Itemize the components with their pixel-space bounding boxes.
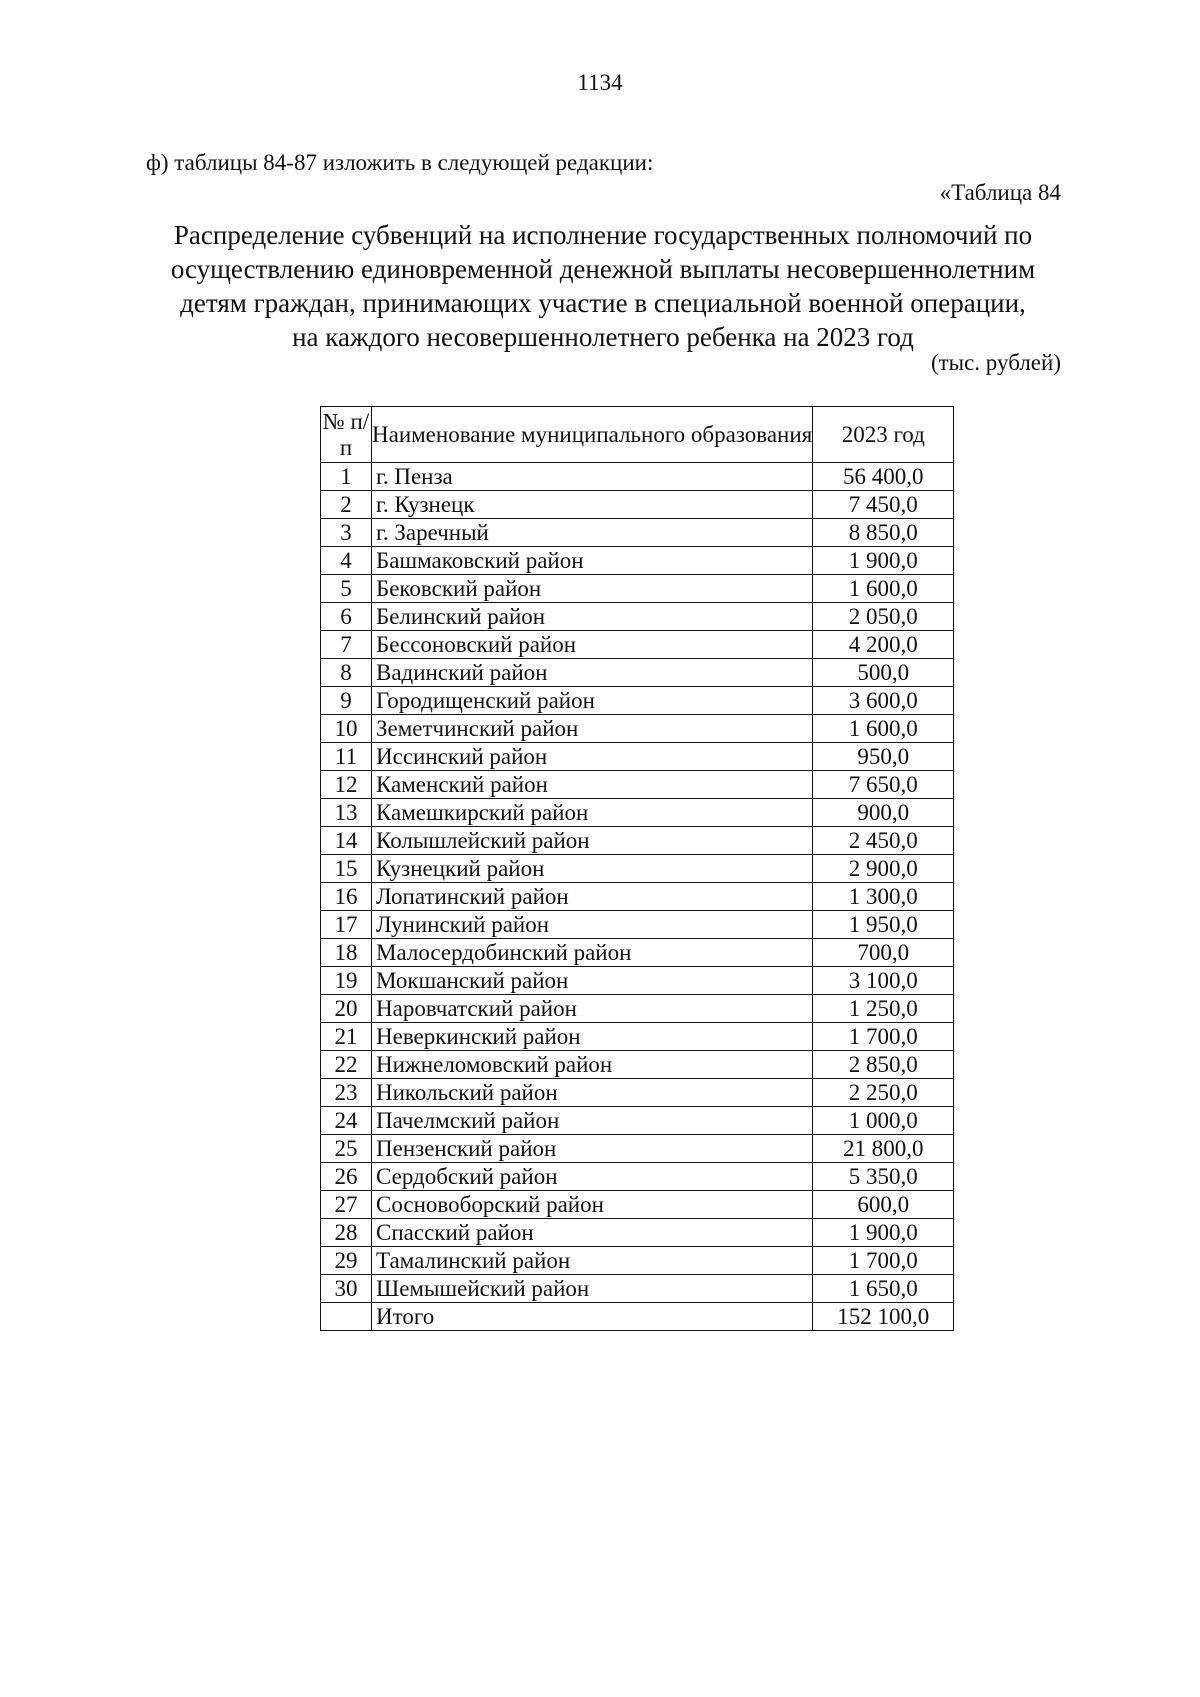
table-row (321, 519, 954, 547)
row-num: 22 (321, 1051, 372, 1079)
row-num: 1 (321, 463, 372, 491)
table-row (321, 631, 954, 659)
document-title (140, 218, 1066, 354)
row-name: Пачелмский район (372, 1107, 813, 1135)
row-value: 1 700,0 (813, 1023, 954, 1051)
table-row (321, 463, 954, 491)
row-name: г. Заречный (372, 519, 813, 547)
row-name: Земетчинский район (372, 715, 813, 743)
table-row (321, 659, 954, 687)
table-row (321, 547, 954, 575)
table-reference: «Таблица 84 (939, 180, 1061, 205)
table-row (321, 771, 954, 799)
title-line: осуществлению единовременной денежной выплаты несовершеннолетним (170, 254, 1036, 284)
row-value: 2 450,0 (813, 827, 954, 855)
row-num: 28 (321, 1219, 372, 1247)
row-name: Тамалинский район (372, 1247, 813, 1275)
row-value: 1 000,0 (813, 1107, 954, 1135)
table-header-row (321, 407, 954, 463)
row-num: 12 (321, 771, 372, 799)
row-num: 25 (321, 1135, 372, 1163)
table-row (321, 1191, 954, 1219)
row-num: 10 (321, 715, 372, 743)
table-row (321, 575, 954, 603)
row-value: 2 250,0 (813, 1079, 954, 1107)
row-num: 17 (321, 911, 372, 939)
title-line: на каждого несовершеннолетнего ребенка на 2023 год (292, 322, 914, 352)
row-num: 3 (321, 519, 372, 547)
row-name: Неверкинский район (372, 1023, 813, 1051)
row-value: 700,0 (813, 939, 954, 967)
table-row (321, 911, 954, 939)
row-value: 500,0 (813, 659, 954, 687)
row-value: 7 650,0 (813, 771, 954, 799)
row-name: Иссинский район (372, 743, 813, 771)
row-value: 56 400,0 (813, 463, 954, 491)
row-value: 1 300,0 (813, 883, 954, 911)
table-row (321, 1023, 954, 1051)
row-value: 950,0 (813, 743, 954, 771)
table-row (321, 603, 954, 631)
row-name: Каменский район (372, 771, 813, 799)
row-name: Мокшанский район (372, 967, 813, 995)
row-value: 1 600,0 (813, 715, 954, 743)
row-name: Лунинский район (372, 911, 813, 939)
table-row (321, 1275, 954, 1303)
row-value: 1 950,0 (813, 911, 954, 939)
row-value: 1 250,0 (813, 995, 954, 1023)
table-row (321, 799, 954, 827)
table-row (321, 827, 954, 855)
table-row (321, 967, 954, 995)
table-row (321, 491, 954, 519)
row-name: Нижнеломовский район (372, 1051, 813, 1079)
row-num: 15 (321, 855, 372, 883)
table-row (321, 687, 954, 715)
row-value: 900,0 (813, 799, 954, 827)
row-num: 6 (321, 603, 372, 631)
header-year: 2023 год (813, 407, 954, 463)
table-total-row (321, 1303, 954, 1331)
row-name: Шемышейский район (372, 1275, 813, 1303)
table-row (321, 1247, 954, 1275)
row-name: Кузнецкий район (372, 855, 813, 883)
row-num: 26 (321, 1163, 372, 1191)
subvention-table (320, 406, 954, 1331)
row-value: 5 350,0 (813, 1163, 954, 1191)
table-row (321, 1051, 954, 1079)
row-name: Бековский район (372, 575, 813, 603)
row-name: Башмаковский район (372, 547, 813, 575)
row-value: 4 200,0 (813, 631, 954, 659)
row-num: 23 (321, 1079, 372, 1107)
row-name: Белинский район (372, 603, 813, 631)
row-value: 21 800,0 (813, 1135, 954, 1163)
row-num: 20 (321, 995, 372, 1023)
row-value: 3 100,0 (813, 967, 954, 995)
row-num: 24 (321, 1107, 372, 1135)
page-number: 1134 (577, 70, 623, 95)
row-num: 8 (321, 659, 372, 687)
row-value: 600,0 (813, 1191, 954, 1219)
row-num: 9 (321, 687, 372, 715)
table-row (321, 995, 954, 1023)
row-name: Камешкирский район (372, 799, 813, 827)
table-row (321, 715, 954, 743)
row-num (321, 1303, 372, 1331)
row-name: Сердобский район (372, 1163, 813, 1191)
row-num: 18 (321, 939, 372, 967)
row-num: 4 (321, 547, 372, 575)
header-num: № п/п (321, 407, 372, 463)
row-num: 21 (321, 1023, 372, 1051)
row-name: Пензенский район (372, 1135, 813, 1163)
row-value: 1 900,0 (813, 547, 954, 575)
subvention-table-wrap (320, 406, 954, 1331)
title-line: детям граждан, принимающих участие в специальной военной операции, (180, 288, 1026, 318)
row-name: г. Кузнецк (372, 491, 813, 519)
row-name: Вадинский район (372, 659, 813, 687)
row-value: 2 050,0 (813, 603, 954, 631)
table-row (321, 1135, 954, 1163)
row-value: 152 100,0 (813, 1303, 954, 1331)
row-name: Лопатинский район (372, 883, 813, 911)
row-num: 19 (321, 967, 372, 995)
row-name: г. Пенза (372, 463, 813, 491)
row-value: 1 900,0 (813, 1219, 954, 1247)
table-row (321, 743, 954, 771)
row-name: Колышлейский район (372, 827, 813, 855)
header-name: Наименование муниципального образования (372, 407, 813, 463)
row-num: 14 (321, 827, 372, 855)
row-value: 8 850,0 (813, 519, 954, 547)
row-num: 27 (321, 1191, 372, 1219)
table-row (321, 939, 954, 967)
row-num: 5 (321, 575, 372, 603)
table-row (321, 1079, 954, 1107)
row-value: 1 700,0 (813, 1247, 954, 1275)
row-num: 30 (321, 1275, 372, 1303)
row-name: Наровчатский район (372, 995, 813, 1023)
title-line: Распределение субвенций на исполнение государственных полномочий по (173, 220, 1033, 250)
row-value: 2 900,0 (813, 855, 954, 883)
row-name: Никольский район (372, 1079, 813, 1107)
row-num: 16 (321, 883, 372, 911)
row-num: 13 (321, 799, 372, 827)
row-name: Итого (372, 1303, 813, 1331)
row-num: 7 (321, 631, 372, 659)
row-value: 1 650,0 (813, 1275, 954, 1303)
row-num: 29 (321, 1247, 372, 1275)
row-name: Спасский район (372, 1219, 813, 1247)
units-label: (тыс. рублей) (930, 350, 1061, 375)
table-row (321, 1107, 954, 1135)
row-value: 7 450,0 (813, 491, 954, 519)
intro-text: ф) таблицы 84-87 изложить в следующей редакции: (146, 150, 654, 175)
table-row (321, 1163, 954, 1191)
row-name: Малосердобинский район (372, 939, 813, 967)
row-name: Бессоновский район (372, 631, 813, 659)
row-num: 2 (321, 491, 372, 519)
row-name: Сосновоборский район (372, 1191, 813, 1219)
row-name: Городищенский район (372, 687, 813, 715)
table-row (321, 1219, 954, 1247)
table-body (321, 463, 954, 1331)
row-value: 2 850,0 (813, 1051, 954, 1079)
table-row (321, 883, 954, 911)
row-value: 3 600,0 (813, 687, 954, 715)
table-row (321, 855, 954, 883)
row-num: 11 (321, 743, 372, 771)
row-value: 1 600,0 (813, 575, 954, 603)
